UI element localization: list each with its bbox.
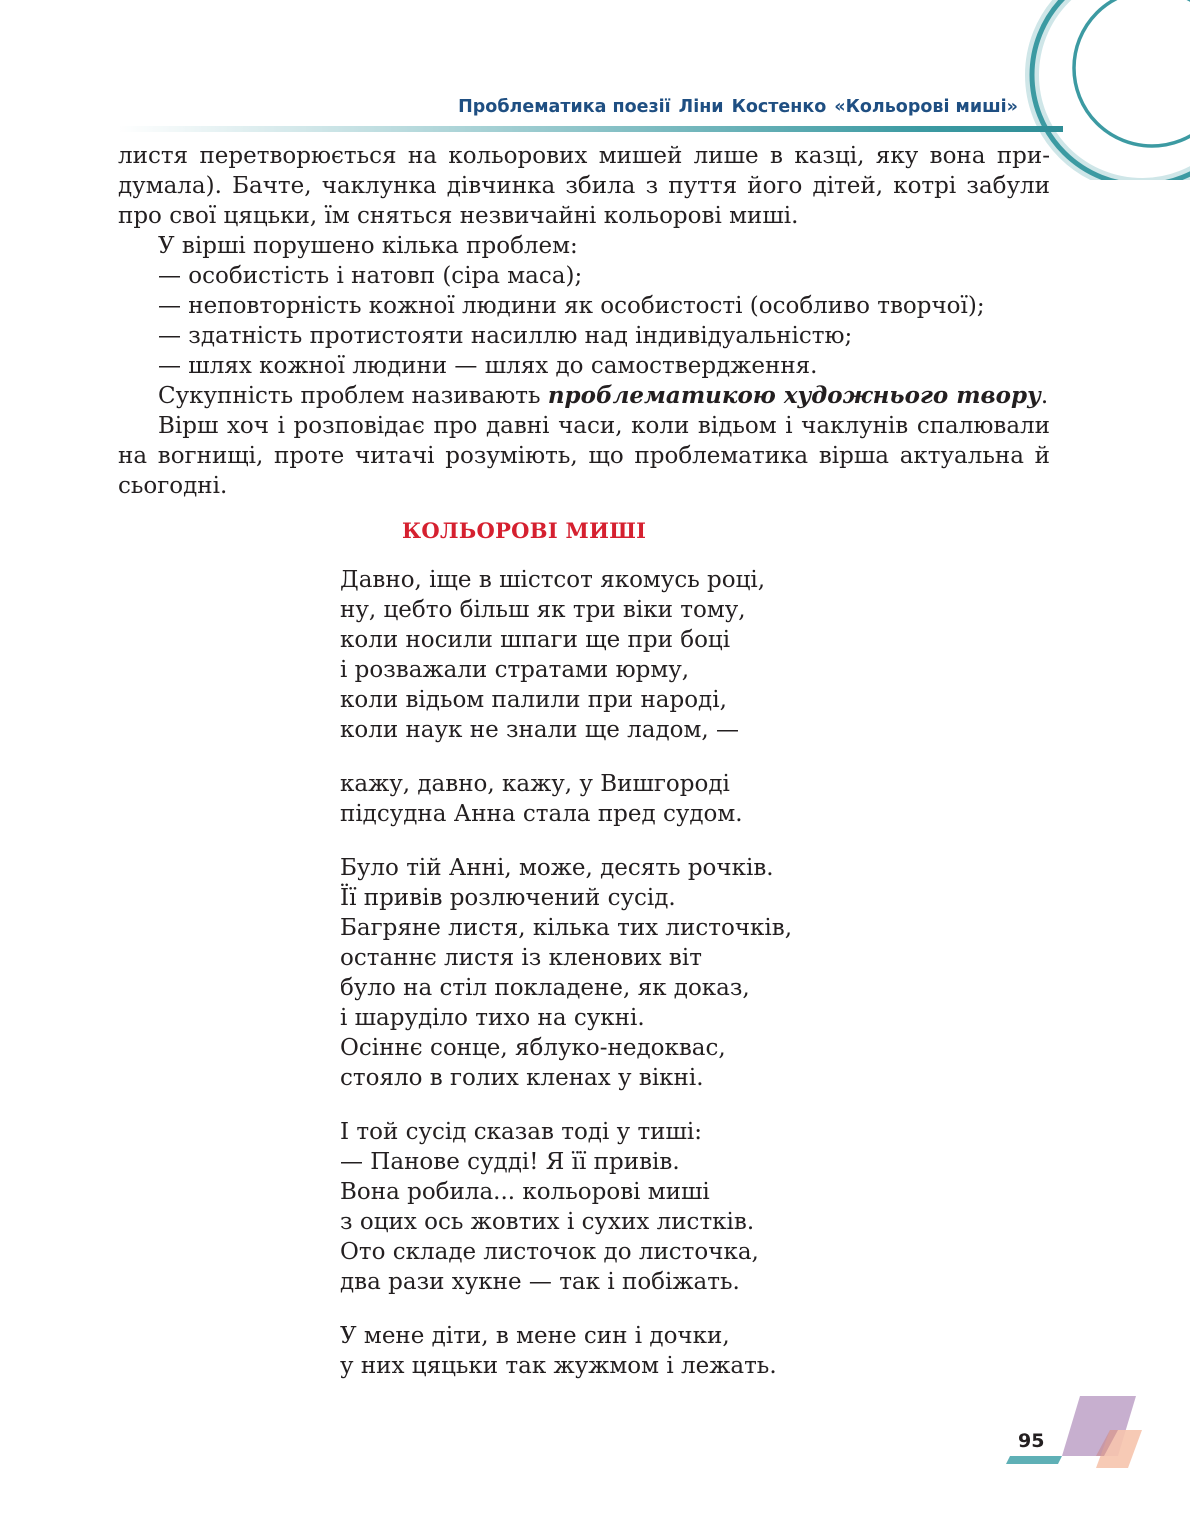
poem-line: У мене діти, в мене син і дочки, <box>340 1323 730 1349</box>
page-number: 95 <box>1018 1430 1045 1452</box>
poem-line: у них цяцьки так жужмом і лежать. <box>340 1353 777 1379</box>
problem-item: — особистість і натовп (сіра маса); <box>158 263 583 289</box>
problem-item: — здатність протистояти насиллю над індивідуальністю; <box>158 323 853 349</box>
problems-intro: У вірші порушено кілька проблем: <box>158 233 578 259</box>
poem-line: І той сусід сказав тоді у тиші: <box>340 1119 703 1145</box>
poem-stanza <box>340 1321 792 1381</box>
running-header <box>458 97 1018 117</box>
header-title-part4: «Кольорові миші» <box>834 97 1018 117</box>
poem-line: коли носили шпаги ще при боці <box>340 627 731 653</box>
poem-title: КОЛЬОРОВІ МИШІ <box>402 518 647 543</box>
header-title-part3: Костенко <box>731 97 827 117</box>
problem-item: — неповторність кожної людини як особистості (особливо творчої); <box>158 293 985 319</box>
header-rule <box>118 126 1063 132</box>
poem-line: Було тій Анні, може, десять рочків. <box>340 855 774 881</box>
poem-line: ну, цебто більш як три віки тому, <box>340 597 746 623</box>
poem-line: Давно, іще в шістсот якомусь році, <box>340 567 766 593</box>
paragraph2-line3: сьогодні. <box>118 473 228 499</box>
poem-line: два рази хукне — так і побіжать. <box>340 1269 740 1295</box>
poem-line: коли наук не знали ще ладом, — <box>340 717 739 743</box>
poem-line: Ото складе листочок до листочка, <box>340 1239 759 1265</box>
summary-prefix: Сукупність проблем називають <box>158 383 548 409</box>
poem-line: підсудна Анна стала пред судом. <box>340 801 743 827</box>
poem-line: стояло в голих кленах у вікні. <box>340 1065 704 1091</box>
key-term: проблематикою художнього твору <box>547 382 1041 409</box>
poem-stanza <box>340 769 792 829</box>
poem <box>340 565 792 1405</box>
poem-line: — Панове судді! Я її привів. <box>340 1149 680 1175</box>
poem-line: Багряне листя, кілька тих листочків, <box>340 915 793 941</box>
poem-line: і розважали стратами юрму, <box>340 657 690 683</box>
body-text <box>118 141 1050 501</box>
poem-stanza <box>340 853 792 1093</box>
poem-line: останнє листя із кленових віт <box>340 945 702 971</box>
poem-stanza <box>340 1117 792 1297</box>
corner-decoration <box>1000 1388 1160 1478</box>
definition-paragraph <box>118 381 1050 411</box>
poem-line: Осіннє сонце, яблуко-недоквас, <box>340 1035 726 1061</box>
paragraph1-line1: листя перетворюється на кольорових мишей лише в казці, яку вона при- <box>118 143 1050 169</box>
paragraph1-line3: про свої цяцьки, їм сняться незвичайні кольорові миші. <box>118 203 799 229</box>
paragraph1-line2: думала). Бачте, чаклунка дівчинка збила з пуття його дітей, котрі забули <box>118 173 1050 199</box>
problem-item: — шлях кожної людини — шлях до самоствердження. <box>158 353 818 379</box>
poem-line: Її привів розлючений сусід. <box>340 885 676 911</box>
poem-line: і шаруділо тихо на сукні. <box>340 1005 645 1031</box>
summary-suffix: . <box>1040 383 1049 409</box>
poem-line: Вона робила... кольорові миші <box>340 1179 710 1205</box>
paragraph2-line1: Вірш хоч і розповідає про давні часи, коли відьом і чаклунів спалювали <box>158 413 1050 439</box>
poem-line: було на стіл покладене, як доказ, <box>340 975 750 1001</box>
poem-line: коли відьом палили при народі, <box>340 687 727 713</box>
paragraph2-line2: на вогнищі, проте читачі розуміють, що проблематика вірша актуальна й <box>118 443 1050 469</box>
poem-stanza <box>340 565 792 745</box>
header-title-part1: Проблематика поезії <box>458 97 671 117</box>
poem-line: кажу, давно, кажу, у Вишгороді <box>340 771 730 797</box>
header-title-part2: Ліни <box>678 97 724 117</box>
poem-line: з оцих ось жовтих і сухих листків. <box>340 1209 755 1235</box>
